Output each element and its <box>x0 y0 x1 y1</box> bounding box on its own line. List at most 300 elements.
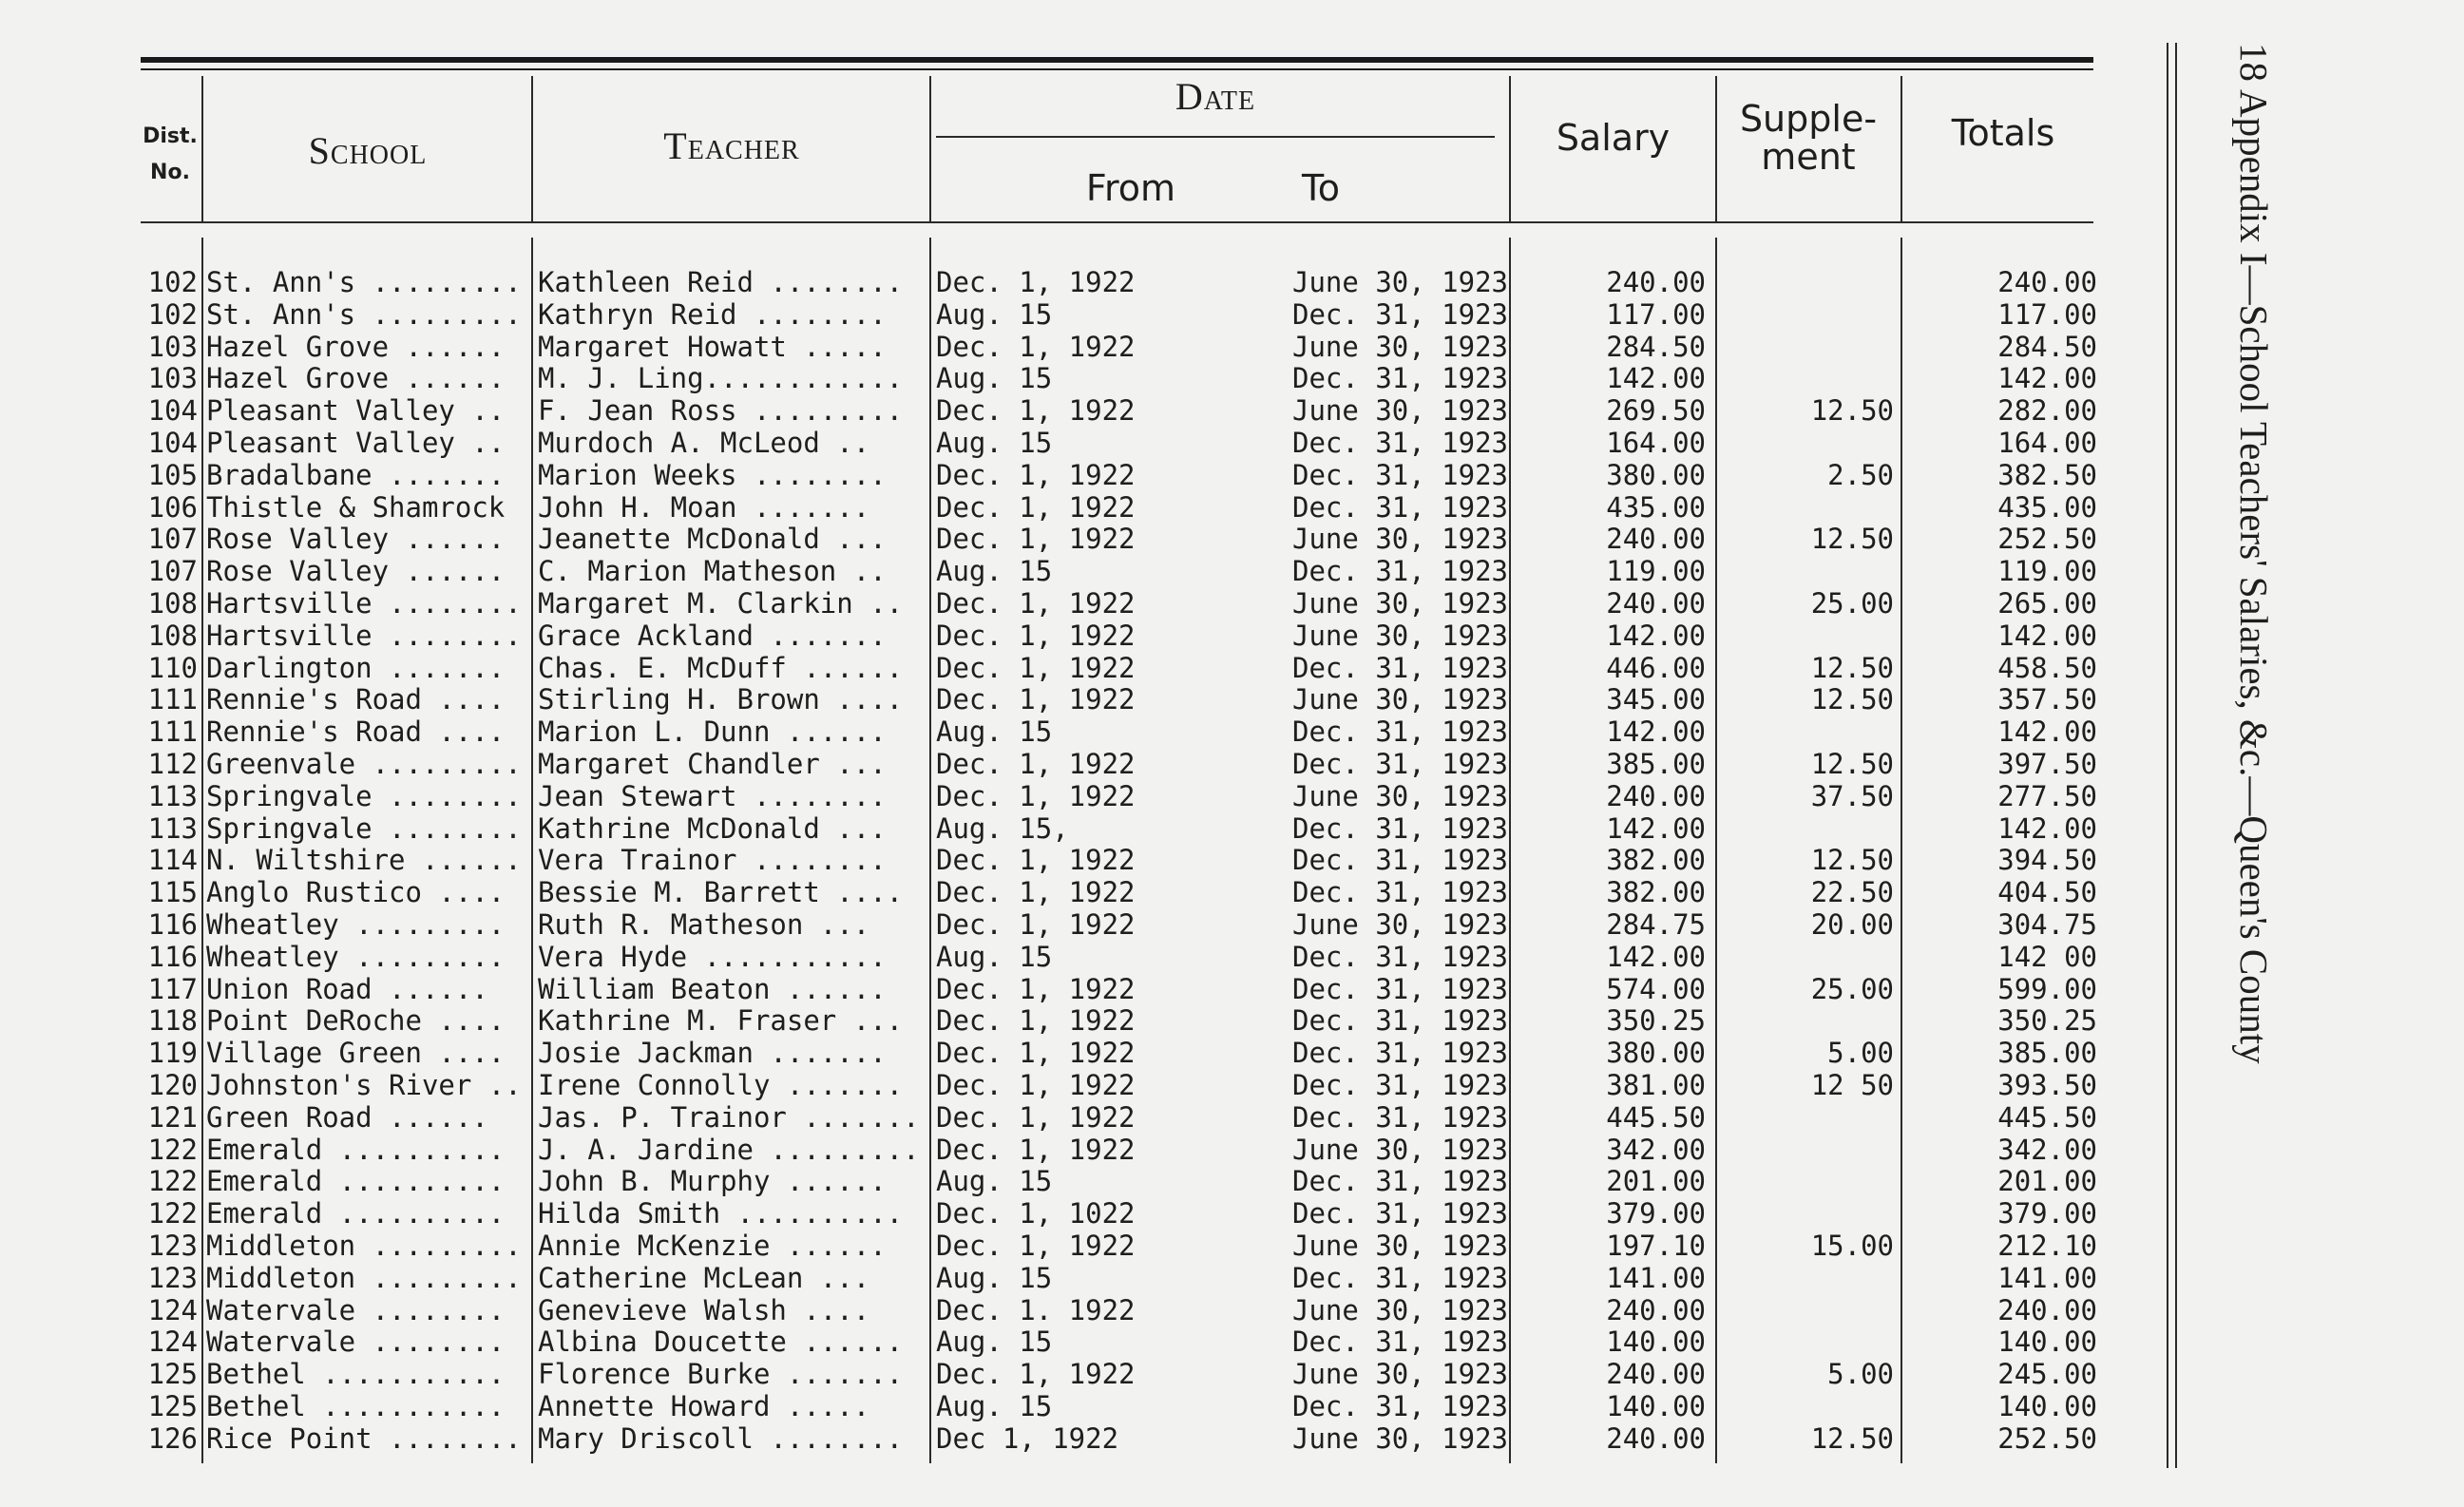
total-cell: 379.00 <box>1997 1197 2097 1230</box>
table-row <box>0 941 2464 973</box>
date-to-cell: June 30, 1923 <box>1292 779 1508 812</box>
table-row <box>0 715 2464 748</box>
total-cell: 350.25 <box>1997 1004 2097 1038</box>
teacher-cell: Genevieve Walsh .... <box>538 1293 870 1326</box>
date-to-cell: Dec. 31, 1923 <box>1292 490 1508 524</box>
school-cell: Emerald .......... <box>206 1197 506 1230</box>
salary-cell: 574.00 <box>1606 972 1706 1005</box>
dist-no-cell: 105 <box>147 458 198 491</box>
total-cell: 282.00 <box>1997 394 2097 428</box>
total-cell: 265.00 <box>1997 587 2097 620</box>
total-cell: 397.50 <box>1997 748 2097 780</box>
date-to-cell: June 30, 1923 <box>1292 394 1508 428</box>
salary-cell: 446.00 <box>1606 651 1706 684</box>
total-cell: 277.50 <box>1997 779 2097 812</box>
school-cell: Bethel ........... <box>206 1390 506 1422</box>
total-cell: 445.50 <box>1997 1100 2097 1134</box>
salary-cell: 445.50 <box>1606 1100 1706 1134</box>
school-cell: St. Ann's ......... <box>206 266 522 298</box>
dist-no-cell: 122 <box>147 1133 198 1166</box>
col-line-header <box>201 76 203 221</box>
total-cell: 252.50 <box>1997 1421 2097 1455</box>
table-row <box>0 908 2464 941</box>
header-salary: Salary <box>1556 117 1671 159</box>
date-to-cell: Dec. 31, 1923 <box>1292 458 1508 491</box>
salary-cell: 385.00 <box>1606 748 1706 780</box>
supplement-cell: 12.50 <box>1810 523 1894 556</box>
col-line-header <box>531 76 533 221</box>
date-to-cell: Dec. 31, 1923 <box>1292 651 1508 684</box>
table-row <box>0 1165 2464 1197</box>
date-to-cell: Dec. 31, 1923 <box>1292 555 1508 588</box>
total-cell: 117.00 <box>1997 297 2097 331</box>
date-from-cell: Dec. 1, 1922 <box>936 779 1136 812</box>
date-from-cell: Dec. 1, 1922 <box>936 490 1136 524</box>
table-row <box>0 1134 2464 1166</box>
school-cell: Rose Valley ...... <box>206 555 506 588</box>
teacher-cell: M. J. Ling............ <box>538 362 904 395</box>
running-head-text: 18 Appendix I—School Teachers' Salaries, &c.—Queen's County <box>2232 43 2276 1064</box>
dist-no-cell: 126 <box>147 1421 198 1455</box>
total-cell: 240.00 <box>1997 1293 2097 1326</box>
margin-rule <box>2167 43 2168 1468</box>
school-cell: Green Road ...... <box>206 1100 488 1134</box>
salary-cell: 164.00 <box>1606 427 1706 459</box>
date-to-cell: Dec. 31, 1923 <box>1292 1390 1508 1422</box>
total-cell: 164.00 <box>1997 427 2097 459</box>
supplement-cell: 12.50 <box>1810 748 1894 780</box>
total-cell: 142 00 <box>1997 940 2097 973</box>
total-cell: 599.00 <box>1997 972 2097 1005</box>
header-supplement-line2: ment <box>1761 136 1856 178</box>
date-from-cell: Dec. 1, 1922 <box>936 523 1136 556</box>
school-cell: Pleasant Valley .. <box>206 394 506 428</box>
teacher-cell: Bessie M. Barrett .... <box>538 876 904 909</box>
school-cell: Middleton ......... <box>206 1261 522 1294</box>
teacher-cell: Stirling H. Brown .... <box>538 683 904 716</box>
dist-no-cell: 123 <box>147 1230 198 1262</box>
salary-cell: 142.00 <box>1606 715 1706 749</box>
table-row <box>0 1390 2464 1422</box>
teacher-cell: Vera Trainor ........ <box>538 844 887 877</box>
table-row <box>0 427 2464 459</box>
supplement-cell: 12.50 <box>1810 394 1894 428</box>
date-from-cell: Dec. 1, 1922 <box>936 1004 1136 1038</box>
salary-cell: 240.00 <box>1606 587 1706 620</box>
dist-no-cell: 116 <box>147 940 198 973</box>
date-from-cell: Dec. 1, 1922 <box>936 266 1136 298</box>
dist-no-cell: 113 <box>147 811 198 845</box>
col-line-header <box>929 76 931 221</box>
date-from-cell: Aug. 15 <box>936 715 1053 749</box>
salary-cell: 140.00 <box>1606 1326 1706 1359</box>
salary-cell: 240.00 <box>1606 266 1706 298</box>
dist-no-cell: 111 <box>147 683 198 716</box>
supplement-cell: 5.00 <box>1827 1037 1894 1070</box>
dist-no-cell: 121 <box>147 1100 198 1134</box>
table-row <box>0 1358 2464 1390</box>
date-from-cell: Aug. 15 <box>936 1390 1053 1422</box>
date-to-cell: June 30, 1923 <box>1292 908 1508 941</box>
dist-no-cell: 115 <box>147 876 198 909</box>
teacher-cell: Ruth R. Matheson ... <box>538 908 870 941</box>
date-to-cell: Dec. 31, 1923 <box>1292 811 1508 845</box>
school-cell: Union Road ...... <box>206 972 488 1005</box>
school-cell: Rice Point ........ <box>206 1421 522 1455</box>
teacher-cell: Albina Doucette ...... <box>538 1326 904 1359</box>
dist-no-cell: 114 <box>147 844 198 877</box>
date-from-cell: Dec. 1. 1922 <box>936 1293 1136 1326</box>
date-from-cell: Dec. 1, 1922 <box>936 876 1136 909</box>
table-row <box>0 266 2464 298</box>
school-cell: N. Wiltshire ...... <box>206 844 522 877</box>
salary-cell: 119.00 <box>1606 555 1706 588</box>
date-header-rule <box>936 136 1495 138</box>
date-to-cell: June 30, 1923 <box>1292 1293 1508 1326</box>
school-cell: Watervale ........ <box>206 1293 506 1326</box>
table-row <box>0 1262 2464 1294</box>
total-cell: 284.50 <box>1997 330 2097 363</box>
total-cell: 201.00 <box>1997 1165 2097 1198</box>
school-cell: Darlington ....... <box>206 651 506 684</box>
dist-no-cell: 108 <box>147 619 198 652</box>
salary-cell: 142.00 <box>1606 619 1706 652</box>
teacher-cell: Annette Howard ..... <box>538 1390 870 1422</box>
dist-no-cell: 124 <box>147 1293 198 1326</box>
dist-no-cell: 102 <box>147 266 198 298</box>
date-to-cell: June 30, 1923 <box>1292 523 1508 556</box>
teacher-cell: John H. Moan ....... <box>538 490 870 524</box>
salary-cell: 197.10 <box>1606 1230 1706 1262</box>
date-from-cell: Dec. 1, 1922 <box>936 651 1136 684</box>
teacher-cell: Margaret Chandler ... <box>538 748 887 780</box>
header-totals: Totals <box>1951 112 2055 154</box>
date-from-cell: Aug. 15, <box>936 811 1069 845</box>
supplement-cell: 25.00 <box>1810 972 1894 1005</box>
total-cell: 435.00 <box>1997 490 2097 524</box>
date-to-cell: June 30, 1923 <box>1292 587 1508 620</box>
salary-cell: 240.00 <box>1606 523 1706 556</box>
header-bottom-rule <box>141 221 2093 223</box>
total-cell: 142.00 <box>1997 811 2097 845</box>
dist-no-cell: 116 <box>147 908 198 941</box>
dist-no-cell: 118 <box>147 1004 198 1038</box>
date-from-cell: Aug. 15 <box>936 362 1053 395</box>
header-school: School <box>308 129 428 172</box>
total-cell: 382.50 <box>1997 458 2097 491</box>
table-row <box>0 973 2464 1005</box>
table-row <box>0 844 2464 876</box>
header-teacher: Teacher <box>663 124 800 167</box>
salary-cell: 269.50 <box>1606 394 1706 428</box>
dist-no-cell: 102 <box>147 297 198 331</box>
teacher-cell: Kathrine M. Fraser ... <box>538 1004 904 1038</box>
school-cell: Greenvale ......... <box>206 748 522 780</box>
table-row <box>0 780 2464 812</box>
total-cell: 357.50 <box>1997 683 2097 716</box>
header-supplement-line1: Supple- <box>1739 98 1878 140</box>
date-to-cell: Dec. 31, 1923 <box>1292 1004 1508 1038</box>
date-from-cell: Aug. 15 <box>936 555 1053 588</box>
date-from-cell: Dec. 1, 1922 <box>936 908 1136 941</box>
dist-no-cell: 125 <box>147 1358 198 1391</box>
total-cell: 212.10 <box>1997 1230 2097 1262</box>
school-cell: Johnston's River .. <box>206 1069 522 1101</box>
teacher-cell: Kathrine McDonald ... <box>538 811 887 845</box>
date-to-cell: June 30, 1923 <box>1292 330 1508 363</box>
table-row <box>0 1294 2464 1326</box>
salary-cell: 382.00 <box>1606 844 1706 877</box>
school-cell: Thistle & Shamrock <box>206 490 506 524</box>
dist-no-cell: 104 <box>147 427 198 459</box>
date-from-cell: Dec. 1, 1922 <box>936 1133 1136 1166</box>
teacher-cell: Florence Burke ....... <box>538 1358 904 1391</box>
total-cell: 393.50 <box>1997 1069 2097 1101</box>
supplement-cell: 2.50 <box>1827 458 1894 491</box>
date-from-cell: Dec. 1, 1922 <box>936 972 1136 1005</box>
dist-no-cell: 122 <box>147 1165 198 1198</box>
salary-cell: 140.00 <box>1606 1390 1706 1422</box>
dist-no-cell: 123 <box>147 1261 198 1294</box>
table-row <box>0 1004 2464 1037</box>
dist-no-cell: 117 <box>147 972 198 1005</box>
date-to-cell: June 30, 1923 <box>1292 619 1508 652</box>
date-to-cell: Dec. 31, 1923 <box>1292 1197 1508 1230</box>
supplement-cell: 12.50 <box>1810 683 1894 716</box>
teacher-cell: John B. Murphy ...... <box>538 1165 887 1198</box>
salary-cell: 142.00 <box>1606 940 1706 973</box>
table-row <box>0 876 2464 908</box>
date-from-cell: Dec. 1, 1922 <box>936 458 1136 491</box>
supplement-cell: 12.50 <box>1810 1421 1894 1455</box>
salary-cell: 380.00 <box>1606 458 1706 491</box>
date-from-cell: Aug. 15 <box>936 1326 1053 1359</box>
school-cell: Middleton ......... <box>206 1230 522 1262</box>
date-to-cell: Dec. 31, 1923 <box>1292 1037 1508 1070</box>
salary-cell: 381.00 <box>1606 1069 1706 1101</box>
salary-cell: 435.00 <box>1606 490 1706 524</box>
date-from-cell: Dec. 1, 1022 <box>936 1197 1136 1230</box>
date-from-cell: Dec 1, 1922 <box>936 1421 1119 1455</box>
dist-no-cell: 125 <box>147 1390 198 1422</box>
header-to: To <box>1301 167 1340 209</box>
total-cell: 141.00 <box>1997 1261 2097 1294</box>
date-to-cell: Dec. 31, 1923 <box>1292 1165 1508 1198</box>
header-date: Date <box>1175 75 1256 118</box>
school-cell: Emerald .......... <box>206 1133 506 1166</box>
dist-no-cell: 124 <box>147 1326 198 1359</box>
school-cell: Village Green .... <box>206 1037 506 1070</box>
date-from-cell: Dec. 1, 1922 <box>936 844 1136 877</box>
date-from-cell: Aug. 15 <box>936 427 1053 459</box>
teacher-cell: Annie McKenzie ...... <box>538 1230 887 1262</box>
teacher-cell: Hilda Smith .......... <box>538 1197 904 1230</box>
dist-no-cell: 122 <box>147 1197 198 1230</box>
date-to-cell: Dec. 31, 1923 <box>1292 1069 1508 1101</box>
running-head <box>2231 43 2276 1430</box>
date-from-cell: Dec. 1, 1922 <box>936 1037 1136 1070</box>
school-cell: Wheatley ......... <box>206 940 506 973</box>
school-cell: Hartsville ........ <box>206 587 522 620</box>
salary-cell: 141.00 <box>1606 1261 1706 1294</box>
total-cell: 140.00 <box>1997 1390 2097 1422</box>
table-row <box>0 491 2464 524</box>
school-cell: Springvale ........ <box>206 811 522 845</box>
header-supplement <box>1718 100 1899 176</box>
salary-cell: 342.00 <box>1606 1133 1706 1166</box>
salary-cell: 382.00 <box>1606 876 1706 909</box>
school-cell: Hazel Grove ...... <box>206 330 506 363</box>
table-row <box>0 1037 2464 1069</box>
table-row <box>0 298 2464 331</box>
salary-cell: 117.00 <box>1606 297 1706 331</box>
table-row <box>0 331 2464 363</box>
total-cell: 140.00 <box>1997 1326 2097 1359</box>
school-cell: Springvale ........ <box>206 779 522 812</box>
salary-cell: 284.50 <box>1606 330 1706 363</box>
table-row <box>0 1197 2464 1230</box>
total-cell: 404.50 <box>1997 876 2097 909</box>
supplement-cell: 12 50 <box>1810 1069 1894 1101</box>
dist-no-cell: 108 <box>147 587 198 620</box>
school-cell: Rose Valley ...... <box>206 523 506 556</box>
header-dist-no-line1: Dist. <box>143 124 198 148</box>
school-cell: Pleasant Valley .. <box>206 427 506 459</box>
date-from-cell: Dec. 1, 1922 <box>936 330 1136 363</box>
table-row <box>0 683 2464 715</box>
salary-cell: 284.75 <box>1606 908 1706 941</box>
total-cell: 458.50 <box>1997 651 2097 684</box>
salary-cell: 379.00 <box>1606 1197 1706 1230</box>
dist-no-cell: 107 <box>147 555 198 588</box>
school-cell: Bethel ........... <box>206 1358 506 1391</box>
date-to-cell: Dec. 31, 1923 <box>1292 715 1508 749</box>
date-to-cell: Dec. 31, 1923 <box>1292 940 1508 973</box>
teacher-cell: Vera Hyde ........... <box>538 940 887 973</box>
dist-no-cell: 112 <box>147 748 198 780</box>
teacher-cell: C. Marion Matheson .. <box>538 555 887 588</box>
teacher-cell: Catherine McLean ... <box>538 1261 870 1294</box>
table-row <box>0 555 2464 587</box>
total-cell: 119.00 <box>1997 555 2097 588</box>
teacher-cell: Irene Connolly ....... <box>538 1069 904 1101</box>
salary-cell: 142.00 <box>1606 362 1706 395</box>
teacher-cell: Margaret Howatt ..... <box>538 330 887 363</box>
total-cell: 342.00 <box>1997 1133 2097 1166</box>
school-cell: Emerald .......... <box>206 1165 506 1198</box>
table-row <box>0 362 2464 394</box>
table-row <box>0 1230 2464 1262</box>
date-to-cell: June 30, 1923 <box>1292 1230 1508 1262</box>
dist-no-cell: 120 <box>147 1069 198 1101</box>
date-to-cell: Dec. 31, 1923 <box>1292 876 1508 909</box>
teacher-cell: Marion Weeks ........ <box>538 458 887 491</box>
school-cell: Hartsville ........ <box>206 619 522 652</box>
teacher-cell: Josie Jackman ....... <box>538 1037 887 1070</box>
date-from-cell: Dec. 1, 1922 <box>936 587 1136 620</box>
date-to-cell: Dec. 31, 1923 <box>1292 362 1508 395</box>
teacher-cell: Chas. E. McDuff ...... <box>538 651 904 684</box>
total-cell: 245.00 <box>1997 1358 2097 1391</box>
dist-no-cell: 106 <box>147 490 198 524</box>
teacher-cell: Margaret M. Clarkin .. <box>538 587 904 620</box>
date-from-cell: Aug. 15 <box>936 940 1053 973</box>
salary-cell: 380.00 <box>1606 1037 1706 1070</box>
date-from-cell: Aug. 15 <box>936 1165 1053 1198</box>
dist-no-cell: 113 <box>147 779 198 812</box>
date-from-cell: Dec. 1, 1922 <box>936 1069 1136 1101</box>
table-row <box>0 748 2464 780</box>
table-row <box>0 459 2464 491</box>
total-cell: 240.00 <box>1997 266 2097 298</box>
total-cell: 252.50 <box>1997 523 2097 556</box>
salary-cell: 350.25 <box>1606 1004 1706 1038</box>
total-cell: 142.00 <box>1997 619 2097 652</box>
total-cell: 385.00 <box>1997 1037 2097 1070</box>
teacher-cell: Murdoch A. McLeod .. <box>538 427 870 459</box>
teacher-cell: Kathryn Reid ........ <box>538 297 887 331</box>
salary-cell: 240.00 <box>1606 1358 1706 1391</box>
salary-cell: 240.00 <box>1606 1421 1706 1455</box>
date-from-cell: Dec. 1, 1922 <box>936 1358 1136 1391</box>
table-row <box>0 1101 2464 1134</box>
dist-no-cell: 111 <box>147 715 198 749</box>
supplement-cell: 25.00 <box>1810 587 1894 620</box>
date-to-cell: Dec. 31, 1923 <box>1292 1326 1508 1359</box>
salary-cell: 201.00 <box>1606 1165 1706 1198</box>
teacher-cell: Jean Stewart ........ <box>538 779 887 812</box>
teacher-cell: J. A. Jardine ......... <box>538 1133 920 1166</box>
date-to-cell: June 30, 1923 <box>1292 1358 1508 1391</box>
date-to-cell: Dec. 31, 1923 <box>1292 297 1508 331</box>
supplement-cell: 20.00 <box>1810 908 1894 941</box>
table-row <box>0 812 2464 845</box>
salary-cell: 142.00 <box>1606 811 1706 845</box>
school-cell: Watervale ........ <box>206 1326 506 1359</box>
supplement-cell: 37.50 <box>1810 779 1894 812</box>
school-cell: Bradalbane ....... <box>206 458 506 491</box>
table-row <box>0 652 2464 684</box>
date-to-cell: Dec. 31, 1923 <box>1292 844 1508 877</box>
supplement-cell: 15.00 <box>1810 1230 1894 1262</box>
total-cell: 394.50 <box>1997 844 2097 877</box>
date-to-cell: Dec. 31, 1923 <box>1292 427 1508 459</box>
teacher-cell: William Beaton ...... <box>538 972 887 1005</box>
teacher-cell: F. Jean Ross ......... <box>538 394 904 428</box>
top-rule-thick <box>141 57 2093 63</box>
dist-no-cell: 103 <box>147 330 198 363</box>
supplement-cell: 12.50 <box>1810 844 1894 877</box>
date-from-cell: Dec. 1, 1922 <box>936 1230 1136 1262</box>
date-to-cell: June 30, 1923 <box>1292 1133 1508 1166</box>
date-to-cell: Dec. 31, 1923 <box>1292 1261 1508 1294</box>
table-row <box>0 523 2464 555</box>
date-to-cell: June 30, 1923 <box>1292 266 1508 298</box>
dist-no-cell: 110 <box>147 651 198 684</box>
date-from-cell: Dec. 1, 1922 <box>936 1100 1136 1134</box>
school-cell: St. Ann's ......... <box>206 297 522 331</box>
top-rule-thin <box>141 68 2093 70</box>
total-cell: 304.75 <box>1997 908 2097 941</box>
supplement-cell: 12.50 <box>1810 651 1894 684</box>
supplement-cell: 5.00 <box>1827 1358 1894 1391</box>
supplement-cell: 22.50 <box>1810 876 1894 909</box>
date-to-cell: Dec. 31, 1923 <box>1292 972 1508 1005</box>
date-from-cell: Aug. 15 <box>936 1261 1053 1294</box>
teacher-cell: Kathleen Reid ........ <box>538 266 904 298</box>
dist-no-cell: 107 <box>147 523 198 556</box>
salary-cell: 240.00 <box>1606 1293 1706 1326</box>
